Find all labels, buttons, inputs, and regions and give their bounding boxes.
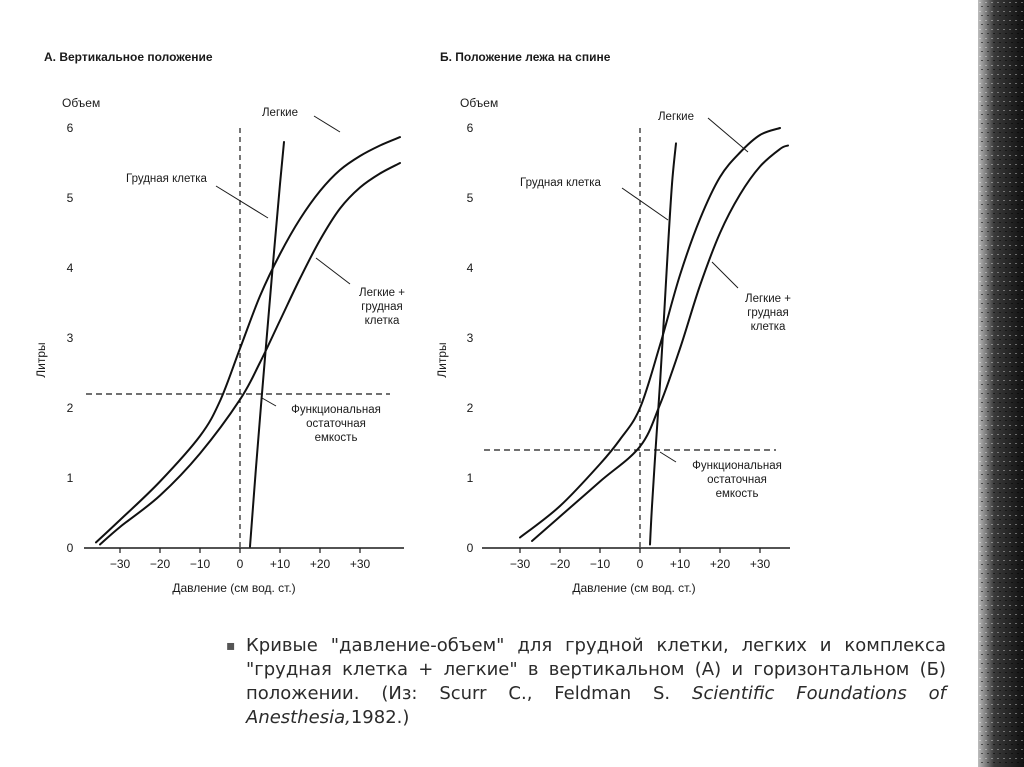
- panel-a-frc-label-1: Функциональная: [291, 404, 381, 416]
- panel-a-ytick-label: 0: [66, 541, 74, 555]
- panel-a-ytick-label: 4: [66, 261, 74, 275]
- panel-a-xtick-label: +10: [269, 557, 291, 571]
- panel-a-label-chest: Грудная клетка: [126, 173, 207, 185]
- decorative-edge: [978, 0, 1024, 767]
- panel-a-chest-wall-curve: [250, 142, 284, 547]
- panel-b-label-combined-2: грудная: [747, 307, 789, 319]
- panel-a-ytick-label: 2: [66, 401, 74, 415]
- panel-b-ytick-label: 1: [466, 471, 474, 485]
- panel-b-y-top-label: Объем: [460, 96, 499, 110]
- panel-a-label-lungs: Легкие: [262, 107, 298, 119]
- panel-b-frc-label-1: Функциональная: [692, 460, 782, 472]
- panel-b-xtick-label: +30: [749, 557, 771, 571]
- chart-panel-a: [34, 50, 405, 595]
- panel-b-leader-lungs: [708, 118, 748, 152]
- panel-a-y-axis-label: Литры: [34, 342, 48, 378]
- panel-a-xtick-label: +30: [349, 557, 371, 571]
- panel-a-xtick-label: −20: [149, 557, 171, 571]
- panel-a-label-combined-3: клетка: [364, 315, 400, 327]
- panel-a-title: А. Вертикальное положение: [44, 50, 213, 64]
- panel-a-leader-chest: [216, 186, 268, 218]
- panel-a-xtick-label: −30: [109, 557, 131, 571]
- panel-b-ytick-label: 0: [466, 541, 474, 555]
- panel-b-chest-wall-curve: [650, 143, 676, 544]
- panel-b-ytick-label: 3: [466, 331, 474, 345]
- panel-b-title: Б. Положение лежа на спине: [440, 50, 611, 64]
- bullet-icon: ▪: [226, 638, 236, 654]
- panel-a-plot: [67, 121, 400, 571]
- panel-a-frc-label-3: емкость: [314, 432, 358, 444]
- panel-a-xtick-label: 0: [236, 557, 244, 571]
- panel-a-leader-frc: [262, 398, 276, 406]
- panel-b-x-axis-label: Давление (см вод. ст.): [572, 581, 696, 595]
- panel-a-ytick-label: 5: [66, 191, 74, 205]
- panel-b-leader-frc: [660, 452, 676, 462]
- panel-a-ytick-label: 6: [66, 121, 74, 135]
- panel-a-label-combined-2: грудная: [361, 301, 403, 313]
- panel-a-leader-combined: [316, 258, 350, 284]
- panel-a-y-top-label: Объем: [62, 96, 101, 110]
- panel-b-label-combined-3: клетка: [750, 321, 786, 333]
- caption-italic: Scientific Foundations of Anesthesia,: [246, 683, 946, 728]
- panel-b-plot: [467, 121, 788, 571]
- panel-a-label-combined-1: Легкие +: [359, 287, 405, 299]
- panel-b-label-combined-1: Легкие +: [745, 293, 791, 305]
- panel-b-xtick-label: +10: [669, 557, 691, 571]
- panel-a-lungs-chest-curve: [100, 163, 400, 545]
- panel-b-frc-label-3: емкость: [715, 488, 759, 500]
- panel-a-leader-lungs: [314, 116, 340, 132]
- panel-b-xtick-label: −10: [589, 557, 611, 571]
- panel-a-ytick-label: 3: [66, 331, 74, 345]
- panel-a-xtick-label: −10: [189, 557, 211, 571]
- caption-text: Кривые "давление-объем" для грудной клетки, легких и комплекса "грудная клетка + легкие" в вертикальном (А) и горизонтальном (Б) положении. (Из: Scurr C., Feldman S.: [246, 635, 946, 704]
- panel-b-xtick-label: −30: [509, 557, 531, 571]
- panel-a-frc-label-2: остаточная: [306, 418, 366, 430]
- panel-a-x-axis-label: Давление (см вод. ст.): [172, 581, 296, 595]
- panel-b-ytick-label: 6: [466, 121, 474, 135]
- panel-b-ytick-label: 4: [466, 261, 474, 275]
- caption: [226, 634, 946, 730]
- panel-b-ytick-label: 5: [466, 191, 474, 205]
- panel-b-leader-chest: [622, 188, 668, 220]
- panel-b-label-chest: Грудная клетка: [520, 177, 601, 189]
- panel-b-frc-label-2: остаточная: [707, 474, 767, 486]
- panel-a-xtick-label: +20: [309, 557, 331, 571]
- panel-b-xtick-label: 0: [636, 557, 644, 571]
- caption-text-end: 1982.): [350, 707, 410, 728]
- panel-b-xtick-label: −20: [549, 557, 571, 571]
- panel-a-ytick-label: 1: [66, 471, 74, 485]
- panel-b-label-lungs: Легкие: [658, 111, 694, 123]
- panel-b-y-axis-label: Литры: [435, 342, 449, 378]
- chart-panel-b: [435, 50, 791, 595]
- panel-a-lungs-curve: [96, 137, 400, 542]
- panel-b-ytick-label: 2: [466, 401, 474, 415]
- panel-b-xtick-label: +20: [709, 557, 731, 571]
- panel-b-leader-combined: [712, 262, 738, 288]
